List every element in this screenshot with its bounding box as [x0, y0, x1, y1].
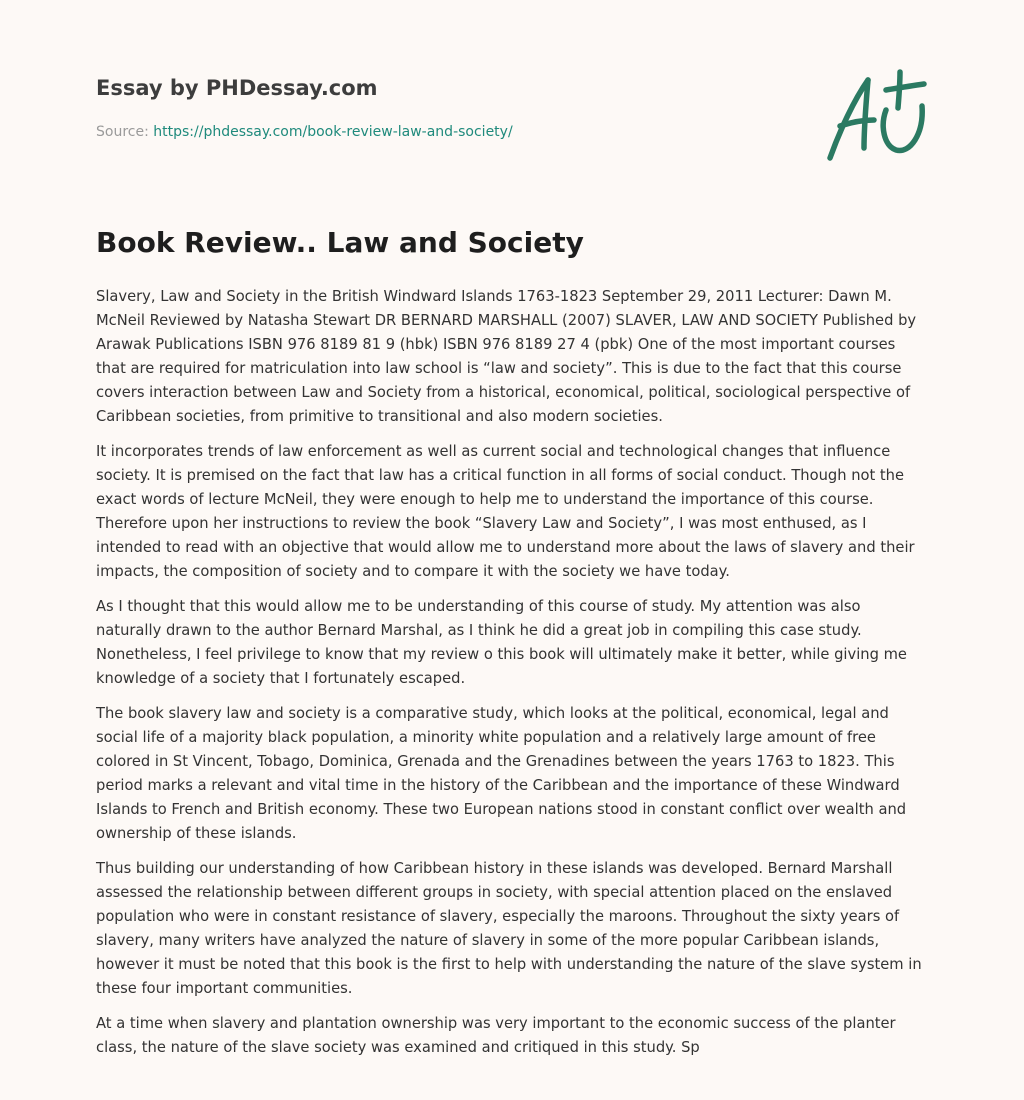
paragraph: It incorporates trends of law enforcement as well as current social and technological changes that influence society. It is premised on the fact that law has a critical function in all forms of social conduct. Though not the exact words of lecture McNeil, they were enough to help me to understand the importance of this course. Therefore upon her instructions to review the book “Slavery Law and Society”, I was most enthused, as I intended to read with an objective that would allow me to understand more about the laws of slavery and their impacts, the composition of society and to compare it with the society we have today.: [96, 443, 915, 580]
paragraph: The book slavery law and society is a comparative study, which looks at the political, economical, legal and social life of a majority black population, a minority white population and a relatively large amount of free colored in St Vincent, Tobago, Dominica, Grenada and the Grenadines between the years 1763 to 1823. This period marks a relevant and vital time in the history of the Caribbean and the importance of these Windward Islands to French and British economy. These two European nations stood in constant conflict over wealth and ownership of these islands.: [96, 705, 907, 842]
paragraph: Slavery, Law and Society in the British Windward Islands 1763-1823 September 29, 2011 Lecturer: Dawn M. McNeil Reviewed by Natasha Stewart DR BERNARD MARSHALL (2007) SLAVER, LAW AND SOCIETY Published by Arawak Publications ISBN 976 8189 81 9 (hbk) ISBN 976 8189 27 4 (pbk) One of the most important courses that are required for matriculation into law school is “law and society”. This is due to the fact that this course covers interaction between Law and Society from a historical, economical, political, sociological perspective of Caribbean societies, from primitive to transitional and also modern societies.: [96, 288, 917, 425]
site-name: Essay by PHDessay.com: [96, 76, 378, 100]
page-header: [96, 0, 928, 200]
page-title: Book Review.. Law and Society: [96, 226, 584, 259]
paragraph: Thus building our understanding of how Caribbean history in these islands was developed. Bernard Marshall assessed the relationship between different groups in society, with special attention placed on the enslaved population who were in constant resistance of slavery, especially the maroons. Throughout the sixty years of slavery, many writers have analyzed the nature of slavery in some of the more popular Caribbean islands, however it must be noted that this book is the first to help with understanding the nature of the slave system in these four important communities.: [96, 860, 922, 997]
source-label: Source:: [96, 124, 154, 140]
source-link[interactable]: https://phdessay.com/book-review-law-and-society/: [153, 124, 513, 140]
source-line: [96, 124, 513, 140]
paragraph: As I thought that this would allow me to be understanding of this course of study. My attention was also naturally drawn to the author Bernard Marshal, as I think he did a great job in compiling this case study. Nonetheless, I feel privilege to know that my review o this book will ultimately make it better, while giving me knowledge of a society that I fortunately escaped.: [96, 598, 907, 687]
article-body: [96, 285, 926, 1071]
paragraph: At a time when slavery and plantation ownership was very important to the economic success of the planter class, the nature of the slave society was examined and critiqued in this study. Sp: [96, 1015, 896, 1056]
a-plus-logo-svg: [824, 68, 928, 164]
a-plus-icon: [824, 68, 928, 164]
